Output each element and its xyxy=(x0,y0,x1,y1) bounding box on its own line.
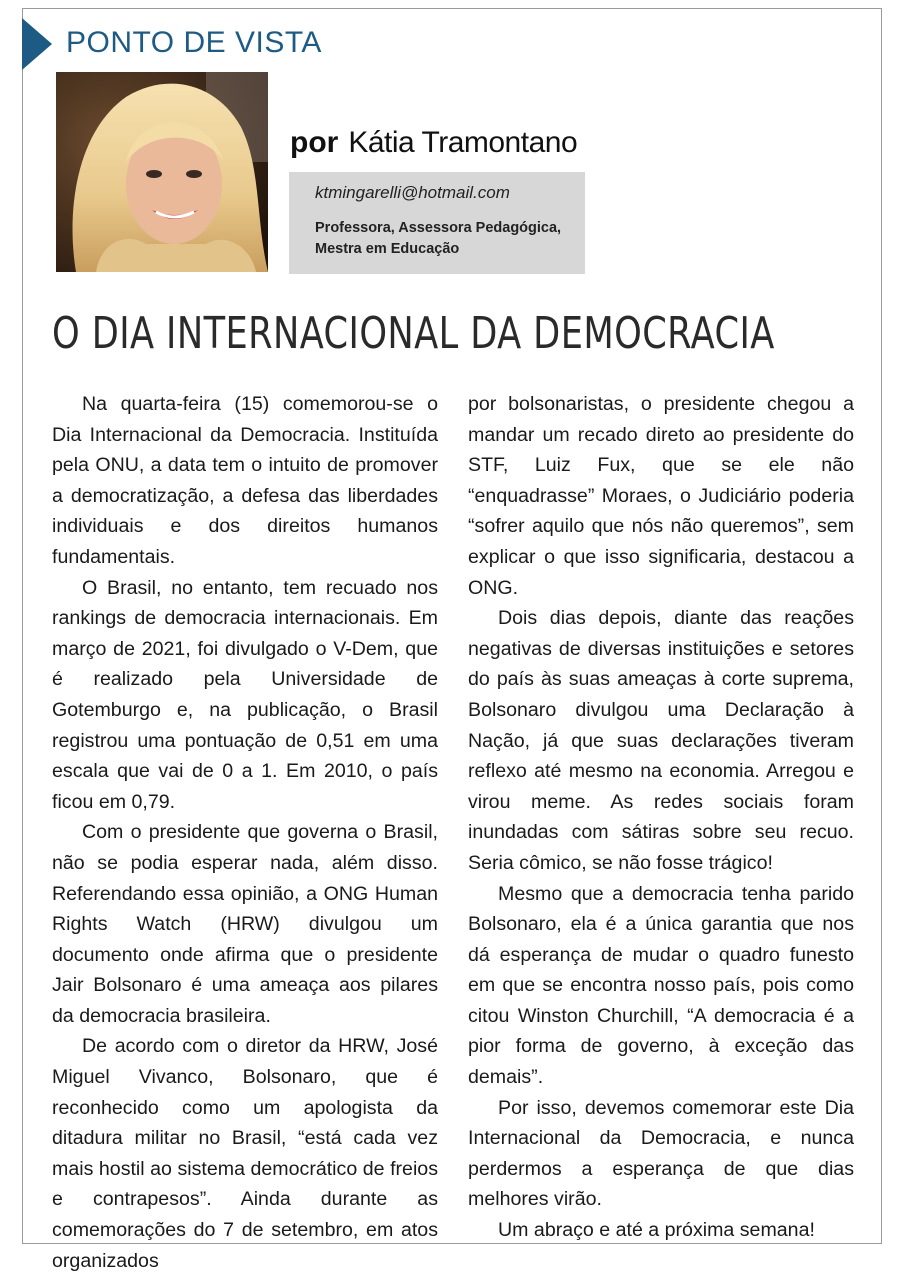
section-marker-triangle-icon xyxy=(22,18,52,70)
author-role: Professora, Assessora Pedagógica, Mestra em Educação xyxy=(315,220,562,257)
paragraph-continuation: por bolsonaristas, o presidente chegou a mandar um recado direto ao presidente do STF, Luiz Fux, que se ele não “enquadrasse” Moraes, o Judiciário poderia “sofrer aquilo que nós não queremos”, sem explicar o que isso significaria, destacou a ONG. xyxy=(468,393,854,599)
article-headline: O DIA INTERNACIONAL DA DEMOCRACIA xyxy=(52,308,775,359)
byline-prefix: por xyxy=(290,126,339,159)
paragraph: Na quarta-feira (15) comemorou-se o Dia Internacional da Democracia. Instituída pela ONU, a data tem o intuito de promover a democratização, a defesa das liberdades individuais e dos direitos humanos fundamentais. xyxy=(52,393,438,568)
paragraph: Mesmo que a democracia tenha parido Bolsonaro, ela é a única garantia que nos dá esperança de mudar o quadro funesto em que se encontra nosso país, pois como citou Winston Churchill, “A democracia é a pior forma de governo, à exceção das demais”. xyxy=(468,882,854,1089)
paragraph: De acordo com o diretor da HRW, José Miguel Vivanco, Bolsonaro, que é reconhecido como um apologista da ditadura militar no Brasil, “está cada vez mais hostil ao sistema democrático de freios e contrapesos”. Ainda durante as comemorações do 7 de setembro, em atos organizados xyxy=(52,1035,438,1272)
paragraph: Por isso, devemos comemorar este Dia Internacional da Democracia, e nunca perdermos a esperança de que dias melhores virão. xyxy=(468,1096,854,1211)
paragraph: Um abraço e até a próxima semana! xyxy=(498,1219,815,1242)
article-column-right xyxy=(468,389,854,1246)
author-info-box xyxy=(289,172,585,274)
paragraph: O Brasil, no entanto, tem recuado nos rankings de democracia internacionais. Em março de 2021, foi divulgado o V-Dem, que é realizado pela Universidade de Gotemburgo e, na publicação, o Brasil registrou uma pontuação de 0,51 em uma escala que vai de 0 a 1. Em 2010, o país ficou em 0,79. xyxy=(52,576,438,813)
author-name: Kátia Tramontano xyxy=(348,126,578,159)
paragraph: Com o presidente que governa o Brasil, não se podia esperar nada, além disso. Referendando essa opinião, a ONG Human Rights Watch (HRW) divulgou um documento onde afirma que o presidente Jair Bolsonaro é uma ameaça aos pilares da democracia brasileira. xyxy=(52,821,438,1027)
author-byline xyxy=(290,126,577,160)
author-portrait-icon xyxy=(56,72,268,272)
section-label: PONTO DE VISTA xyxy=(66,26,322,59)
paragraph: Dois dias depois, diante das reações negativas de diversas instituições e setores do país às suas ameaças à corte suprema, Bolsonaro divulgou uma Declaração à Nação, já que suas declarações tiveram reflexo até mesmo na economia. Arregou e virou meme. As redes sociais foram inundadas com sátiras sobre seu recuo. Seria cômico, se não fosse trágico! xyxy=(468,607,854,874)
author-photo xyxy=(56,72,268,272)
author-email: ktmingarelli@hotmail.com xyxy=(315,183,510,202)
article-column-left xyxy=(52,389,438,1276)
